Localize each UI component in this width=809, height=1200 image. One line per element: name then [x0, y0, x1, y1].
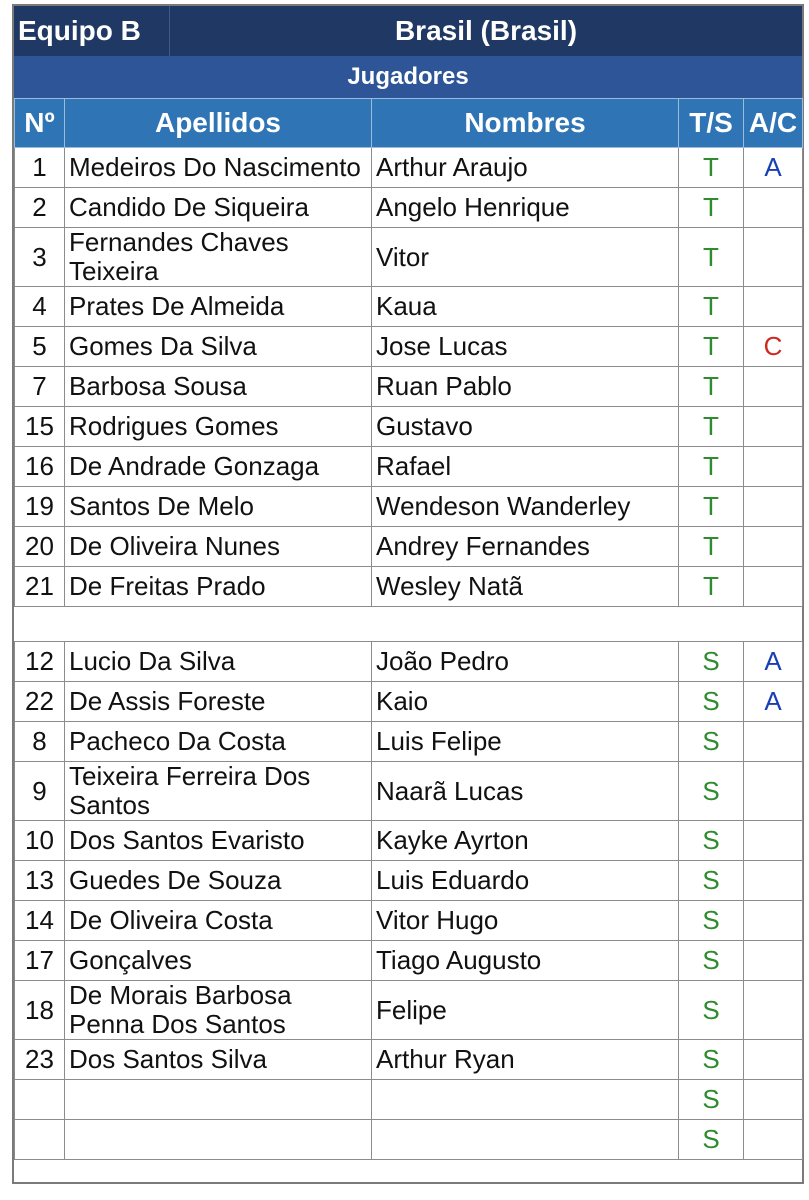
player-ac [744, 1080, 803, 1120]
player-ts: S [679, 861, 744, 901]
player-ac [744, 1120, 803, 1160]
player-nombres: Vitor [372, 228, 679, 287]
substitute-row [15, 642, 803, 682]
players-body [15, 148, 803, 1160]
player-apellidos: De Andrade Gonzaga [65, 447, 372, 487]
player-ts: T [679, 228, 744, 287]
player-nombres: Jose Lucas [372, 327, 679, 367]
player-number: 23 [15, 1040, 65, 1080]
player-ts: S [679, 821, 744, 861]
player-ac: A [744, 148, 803, 188]
player-number [15, 1080, 65, 1120]
column-header-num: Nº [15, 99, 65, 148]
player-ts: T [679, 367, 744, 407]
substitute-row [15, 981, 803, 1040]
substitute-row [15, 941, 803, 981]
spacer-cell [15, 607, 803, 642]
player-number: 10 [15, 821, 65, 861]
player-ts: T [679, 287, 744, 327]
player-ac [744, 447, 803, 487]
player-ts: S [679, 642, 744, 682]
team-country: Brasil (Brasil) [394, 15, 578, 46]
player-nombres: Gustavo [372, 407, 679, 447]
player-apellidos: De Assis Foreste [65, 682, 372, 722]
player-nombres: João Pedro [372, 642, 679, 682]
player-ts: S [679, 1080, 744, 1120]
player-ac [744, 567, 803, 607]
player-nombres: Rafael [372, 447, 679, 487]
starter-row [15, 527, 803, 567]
substitute-row [15, 1080, 803, 1120]
player-ts: S [679, 981, 744, 1040]
player-apellidos: Medeiros Do Nascimento [65, 148, 372, 188]
substitute-row [15, 682, 803, 722]
player-apellidos: De Morais Barbosa Penna Dos Santos [65, 981, 372, 1040]
starter-row [15, 327, 803, 367]
player-ts: T [679, 407, 744, 447]
player-apellidos: Teixeira Ferreira Dos Santos [65, 762, 372, 821]
player-number: 7 [15, 367, 65, 407]
column-header-row [15, 99, 803, 148]
substitute-row [15, 901, 803, 941]
player-number: 14 [15, 901, 65, 941]
starter-row [15, 407, 803, 447]
player-nombres: Angelo Henrique [372, 188, 679, 228]
player-nombres: Kaio [372, 682, 679, 722]
player-ts: T [679, 148, 744, 188]
player-number: 3 [15, 228, 65, 287]
player-number: 18 [15, 981, 65, 1040]
starter-row [15, 287, 803, 327]
player-nombres: Luis Eduardo [372, 861, 679, 901]
starter-row [15, 367, 803, 407]
player-number: 16 [15, 447, 65, 487]
player-nombres: Felipe [372, 981, 679, 1040]
player-number: 12 [15, 642, 65, 682]
player-ts: T [679, 567, 744, 607]
player-nombres: Kaua [372, 287, 679, 327]
player-number: 4 [15, 287, 65, 327]
player-number [15, 1120, 65, 1160]
player-ts: T [679, 487, 744, 527]
team-sheet [12, 4, 804, 1184]
player-apellidos: Fernandes Chaves Teixeira [65, 228, 372, 287]
team-label: Equipo B [14, 6, 170, 56]
column-header-ac: A/C [744, 99, 803, 148]
player-nombres: Wesley Natã [372, 567, 679, 607]
player-apellidos: Lucio Da Silva [65, 642, 372, 682]
player-apellidos: Gomes Da Silva [65, 327, 372, 367]
player-ts: S [679, 901, 744, 941]
player-nombres: Ruan Pablo [372, 367, 679, 407]
player-ts: S [679, 1040, 744, 1080]
players-table [14, 98, 803, 1160]
player-ac [744, 722, 803, 762]
starter-row [15, 447, 803, 487]
player-apellidos: De Oliveira Nunes [65, 527, 372, 567]
player-ts: S [679, 762, 744, 821]
player-ac [744, 228, 803, 287]
substitute-row [15, 1040, 803, 1080]
team-header [14, 6, 802, 56]
player-ac [744, 861, 803, 901]
player-number: 9 [15, 762, 65, 821]
player-ts: S [679, 1120, 744, 1160]
column-header-nombres: Nombres [372, 99, 679, 148]
substitute-row [15, 722, 803, 762]
section-title: Jugadores [14, 56, 802, 98]
starter-row [15, 148, 803, 188]
player-number: 5 [15, 327, 65, 367]
player-ac [744, 901, 803, 941]
player-apellidos: Santos De Melo [65, 487, 372, 527]
player-ac: C [744, 327, 803, 367]
player-apellidos: Gonçalves [65, 941, 372, 981]
player-number: 2 [15, 188, 65, 228]
substitute-row [15, 1120, 803, 1160]
player-ts: S [679, 722, 744, 762]
player-nombres: Naarã Lucas [372, 762, 679, 821]
player-apellidos: Pacheco Da Costa [65, 722, 372, 762]
player-ac: A [744, 642, 803, 682]
player-nombres: Kayke Ayrton [372, 821, 679, 861]
player-number: 1 [15, 148, 65, 188]
player-ac [744, 821, 803, 861]
player-apellidos [65, 1120, 372, 1160]
substitute-row [15, 821, 803, 861]
player-apellidos: De Freitas Prado [65, 567, 372, 607]
player-ts: T [679, 327, 744, 367]
player-ac [744, 287, 803, 327]
player-number: 21 [15, 567, 65, 607]
player-ac: A [744, 682, 803, 722]
column-header-ts: T/S [679, 99, 744, 148]
starter-row [15, 567, 803, 607]
player-number: 19 [15, 487, 65, 527]
player-nombres: Andrey Fernandes [372, 527, 679, 567]
player-number: 20 [15, 527, 65, 567]
player-number: 15 [15, 407, 65, 447]
player-nombres: Vitor Hugo [372, 901, 679, 941]
player-nombres: Arthur Ryan [372, 1040, 679, 1080]
player-nombres [372, 1120, 679, 1160]
player-ts: T [679, 188, 744, 228]
player-ac [744, 188, 803, 228]
substitute-row [15, 762, 803, 821]
player-apellidos: Barbosa Sousa [65, 367, 372, 407]
player-ac [744, 1040, 803, 1080]
player-nombres: Wendeson Wanderley [372, 487, 679, 527]
player-apellidos: Rodrigues Gomes [65, 407, 372, 447]
player-ac [744, 367, 803, 407]
starter-row [15, 487, 803, 527]
player-nombres: Luis Felipe [372, 722, 679, 762]
player-number: 22 [15, 682, 65, 722]
player-ts: T [679, 447, 744, 487]
player-number: 13 [15, 861, 65, 901]
player-apellidos: Dos Santos Silva [65, 1040, 372, 1080]
player-ts: T [679, 527, 744, 567]
starter-row [15, 228, 803, 287]
player-ts: S [679, 682, 744, 722]
player-ac [744, 981, 803, 1040]
player-apellidos: Guedes De Souza [65, 861, 372, 901]
player-apellidos [65, 1080, 372, 1120]
player-apellidos: De Oliveira Costa [65, 901, 372, 941]
player-apellidos: Dos Santos Evaristo [65, 821, 372, 861]
player-number: 17 [15, 941, 65, 981]
starter-row [15, 188, 803, 228]
section-spacer-row [15, 607, 803, 642]
player-nombres: Tiago Augusto [372, 941, 679, 981]
player-nombres [372, 1080, 679, 1120]
player-ac [744, 941, 803, 981]
player-number: 8 [15, 722, 65, 762]
player-ac [744, 487, 803, 527]
player-ac [744, 762, 803, 821]
player-apellidos: Candido De Siqueira [65, 188, 372, 228]
player-ts: S [679, 941, 744, 981]
player-apellidos: Prates De Almeida [65, 287, 372, 327]
player-ac [744, 407, 803, 447]
player-nombres: Arthur Araujo [372, 148, 679, 188]
substitute-row [15, 861, 803, 901]
player-ac [744, 527, 803, 567]
column-header-apellidos: Apellidos [65, 99, 372, 148]
